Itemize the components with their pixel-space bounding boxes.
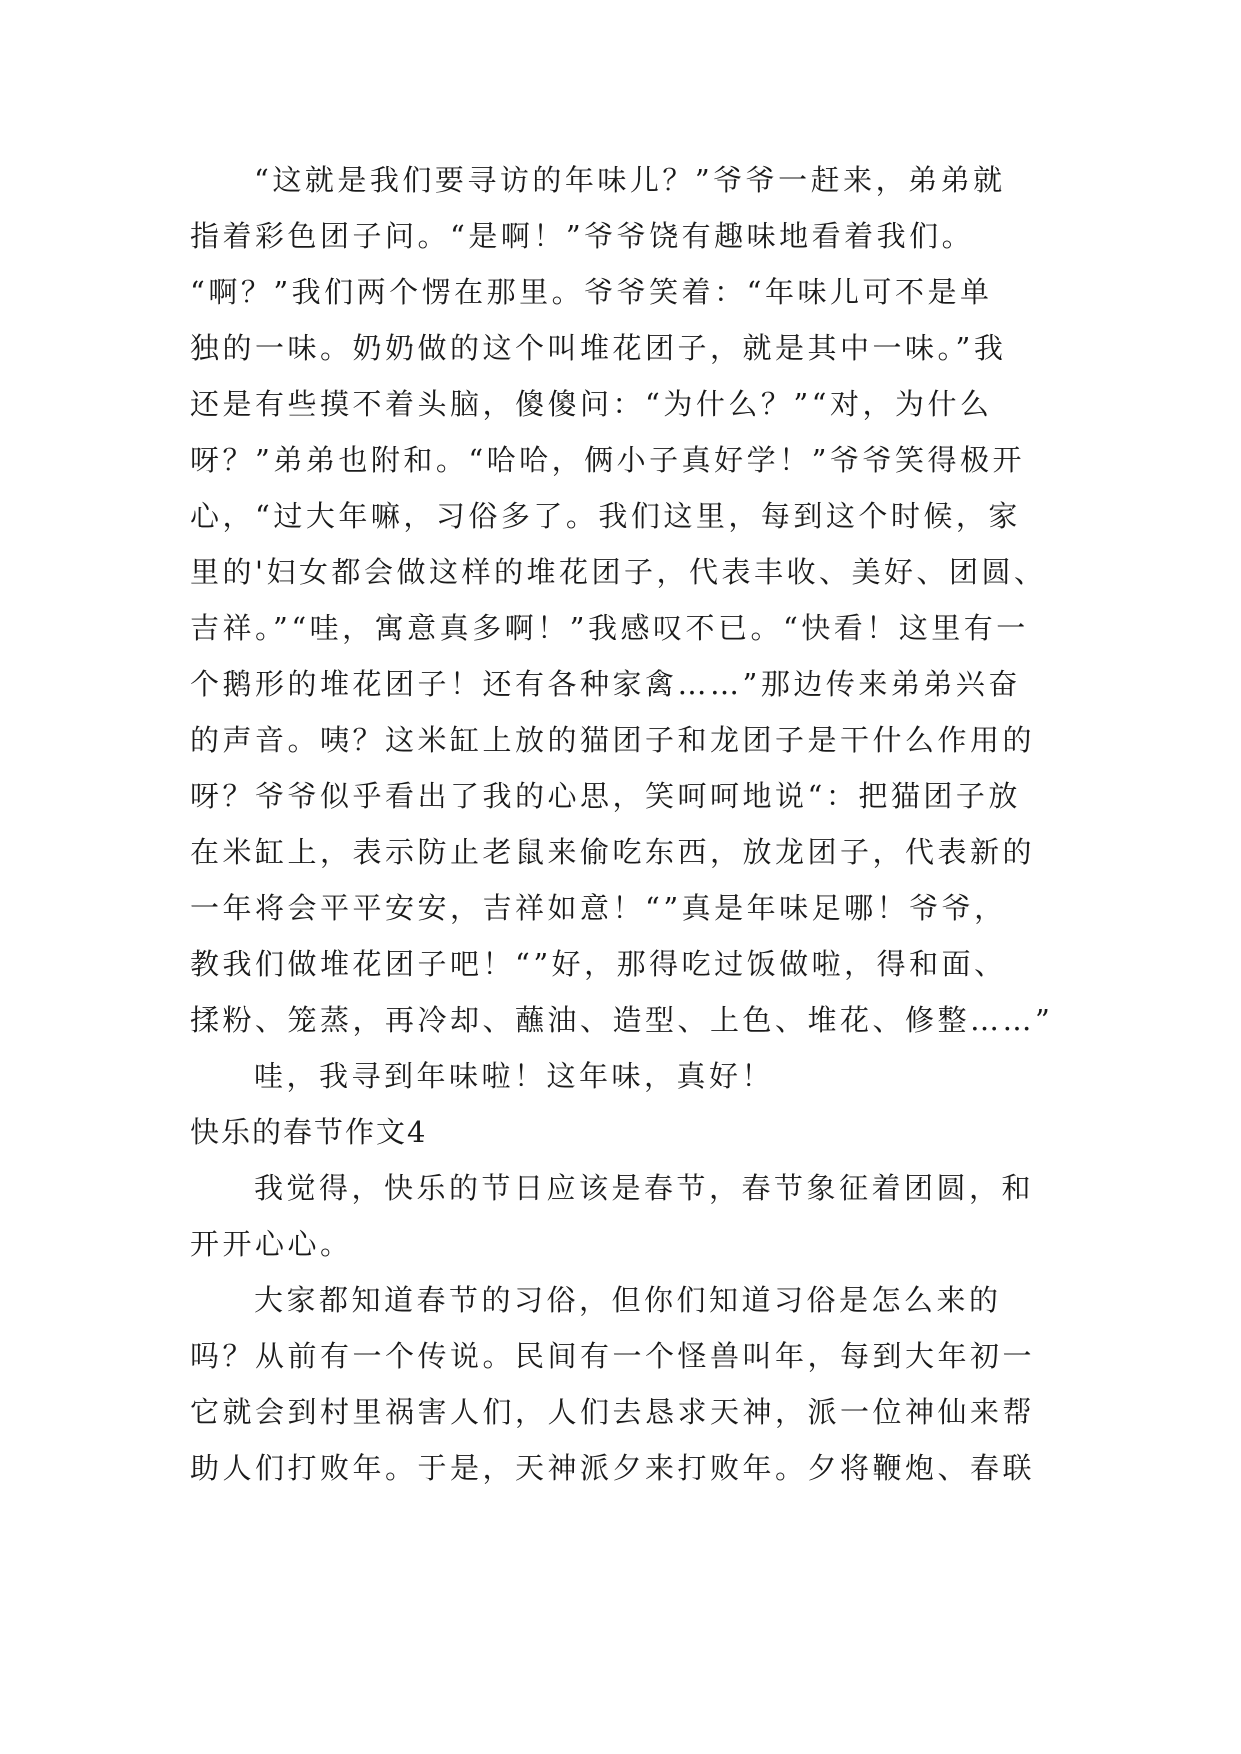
- paragraph-line: 吗？从前有一个传说。民间有一个怪兽叫年，每到大年初一: [190, 1339, 1036, 1373]
- paragraph-line: 揉粉、笼蒸，再冷却、蘸油、造型、上色、堆花、修整……”: [190, 1003, 1054, 1037]
- paragraph-line: 指着彩色团子问。“是啊！”爷爷饶有趣味地看着我们。: [190, 219, 975, 253]
- paragraph-line: 一年将会平平安安，吉祥如意！“”真是年味足哪！爷爷，: [190, 891, 1007, 925]
- paragraph-line: 呀？爷爷似乎看出了我的心思，笑呵呵地说“：把猫团子放: [190, 779, 1021, 813]
- paragraph-line: 哇，我寻到年味啦！这年味，真好！: [254, 1059, 775, 1093]
- paragraph-line: 教我们做堆花团子吧！“”好，那得吃过饭做啦，得和面、: [190, 947, 1007, 981]
- paragraph-line: 还是有些摸不着头脑，傻傻问：“为什么？”“对，为什么: [190, 387, 993, 421]
- paragraph-line: 心，“过大年嘛，习俗多了。我们这里，每到这个时候，家: [190, 499, 1021, 533]
- paragraph-line: “这就是我们要寻访的年味儿？”爷爷一赶来，弟弟就: [254, 163, 1006, 197]
- paragraph-line: 助人们打败年。于是，天神派夕来打败年。夕将鞭炮、春联: [190, 1451, 1036, 1485]
- paragraph-line: 在米缸上，表示防止老鼠来偷吃东西，放龙团子，代表新的: [190, 835, 1036, 869]
- paragraph-line: 个鹅形的堆花团子！还有各种家禽……”那边传来弟弟兴奋: [190, 667, 1021, 701]
- paragraph-line: “啊？”我们两个愣在那里。爷爷笑着：“年味儿可不是单: [190, 275, 993, 309]
- paragraph-line: 的声音。咦？这米缸上放的猫团子和龙团子是干什么作用的: [190, 723, 1036, 757]
- paragraph-line: 吉祥。”“哇，寓意真多啊！”我感叹不已。“快看！这里有一: [190, 611, 1029, 645]
- paragraph-line: 里的'妇女都会做这样的堆花团子，代表丰收、美好、团圆、: [190, 555, 1047, 589]
- paragraph-line: 开开心心。: [190, 1227, 353, 1261]
- paragraph-line: 它就会到村里祸害人们，人们去恳求天神，派一位神仙来帮: [190, 1395, 1036, 1429]
- paragraph-line: 我觉得，快乐的节日应该是春节，春节象征着团圆，和: [254, 1171, 1035, 1205]
- paragraph-line: 独的一味。奶奶做的这个叫堆花团子，就是其中一味。”我: [190, 331, 1007, 365]
- paragraph-line: 大家都知道春节的习俗，但你们知道习俗是怎么来的: [254, 1283, 1002, 1317]
- section-heading: 快乐的春节作文4: [190, 1115, 428, 1149]
- paragraph-line: 呀？”弟弟也附和。“哈哈，俩小子真好学！”爷爷笑得极开: [190, 443, 1025, 477]
